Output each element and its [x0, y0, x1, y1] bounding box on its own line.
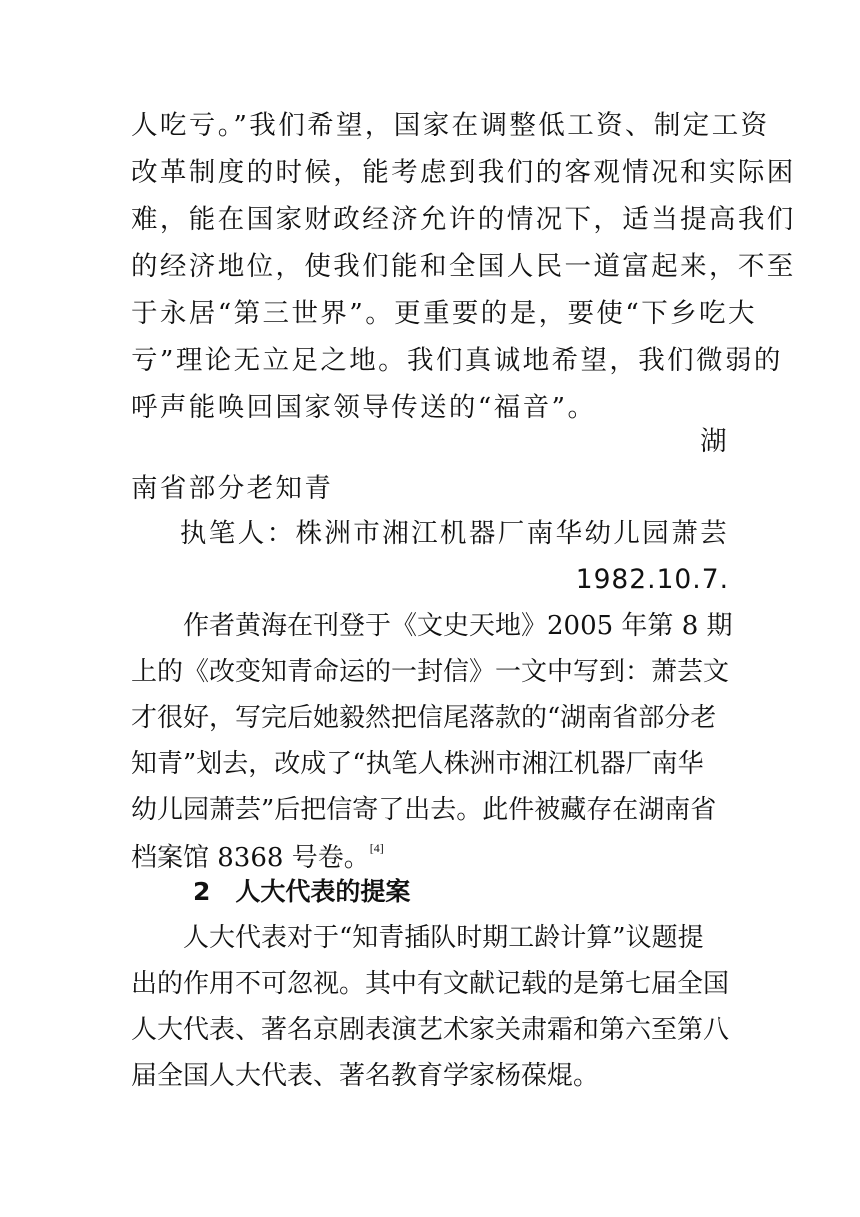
signature-author: 执笔人：株洲市湘江机器厂南华幼儿园萧芸 — [179, 518, 729, 549]
paragraph-text: 档案馆 8368 号卷。 — [131, 843, 370, 873]
paragraph-line: 上的《改变知青命运的一封信》一文中写到：萧芸文 — [131, 657, 730, 687]
signature-date: 1982.10.7. — [575, 564, 729, 595]
signature-line2: 南省部分老知青 — [131, 473, 334, 504]
paragraph-line: 作者黄海在刊登于《文史天地》2005 年第 8 期 — [183, 611, 733, 641]
paragraph-line: 才很好，写完后她毅然把信尾落款的“湖南省部分老 — [131, 703, 717, 733]
letter-line: 人吃亏。”我们希望，国家在调整低工资、制定工资 — [131, 110, 770, 141]
letter-line: 亏”理论无立足之地。我们真诚地希望，我们微弱的 — [131, 345, 783, 376]
letter-line: 于永居“第三世界”。更重要的是，要使“下乡吃大 — [131, 298, 757, 329]
section-heading: 2 人大代表的提案 — [193, 877, 411, 906]
paragraph-line-last — [131, 824, 731, 872]
paragraph-line: 届全国人大代表、著名教育学家杨葆焜。 — [131, 1061, 600, 1091]
paragraph-line: 出的作用不可忽视。其中有文献记载的是第七届全国 — [131, 969, 730, 999]
paragraph-line: 人大代表对于“知青插队时期工龄计算”议题提 — [183, 923, 704, 953]
paragraph-line: 知青”划去，改成了“执笔人株洲市湘江机器厂南华 — [131, 749, 704, 779]
letter-line: 的经济地位，使我们能和全国人民一道富起来，不至 — [131, 251, 796, 282]
paragraph-line: 幼儿园萧芸”后把信寄了出去。此件被藏存在湖南省 — [131, 795, 717, 825]
citation-marker: [4] — [369, 841, 384, 855]
letter-line: 呼声能唤回国家领导传送的“福音”。 — [131, 392, 597, 423]
paragraph-line: 人大代表、著名京剧表演艺术家关肃霜和第六至第八 — [131, 1015, 730, 1045]
letter-line: 改革制度的时候，能考虑到我们的客观情况和实际困 — [131, 157, 796, 188]
letter-line: 难，能在国家财政经济允许的情况下，适当提高我们 — [131, 204, 796, 235]
signature-line1: 湖 — [700, 426, 729, 457]
